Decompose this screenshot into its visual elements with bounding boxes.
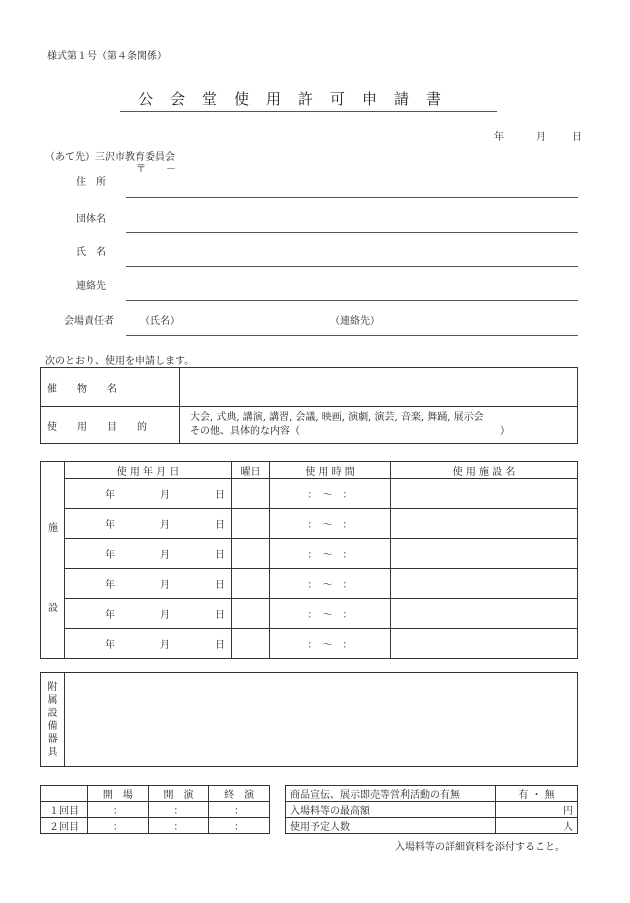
event-table xyxy=(40,367,578,444)
manager-contact-label: （連絡先） xyxy=(330,316,380,327)
contact-label: 連絡先 xyxy=(76,281,106,292)
schedule-row-label: １回目 xyxy=(41,802,88,818)
table-row xyxy=(41,539,578,569)
date-cell[interactable]: 年 月 日 xyxy=(65,569,232,599)
time-cell[interactable]: ： ～ ： xyxy=(270,479,391,509)
equipment-table xyxy=(40,672,578,767)
manager-label: 会場責任者 xyxy=(64,316,114,327)
name-label: 氏 名 xyxy=(76,247,106,258)
attendance-value[interactable]: 人 xyxy=(496,818,578,834)
time-cell[interactable]: ： ～ ： xyxy=(270,509,391,539)
name-field[interactable] xyxy=(126,266,578,267)
table-row xyxy=(286,802,578,818)
address-field[interactable] xyxy=(126,197,578,198)
facility-side-cell xyxy=(41,462,65,659)
postal-mark: 〒 － xyxy=(136,164,176,175)
equipment-label-char: 附 xyxy=(47,681,58,693)
purpose-options: 大会, 式典, 講演, 講習, 会議, 映画, 演劇, 演芸, 音楽, 舞踊, 展示会 xyxy=(190,412,484,423)
equipment-label-char: 具 xyxy=(47,746,58,758)
header-start: 開 演 xyxy=(148,786,209,802)
time-cell[interactable]: ： ～ ： xyxy=(270,629,391,659)
equipment-label-char: 備 xyxy=(47,720,58,732)
table-row xyxy=(41,818,270,834)
max-fee-label: 入場料等の最高額 xyxy=(286,802,496,818)
footnote: 入場料等の詳細資料を添付すること。 xyxy=(395,842,565,853)
date-day-label: 日 xyxy=(572,132,582,143)
table-row xyxy=(41,479,578,509)
purpose-field[interactable] xyxy=(180,407,578,444)
schedule-row-label: ２回目 xyxy=(41,818,88,834)
table-row xyxy=(41,629,578,659)
weekday-cell[interactable] xyxy=(232,599,270,629)
open-time-cell[interactable]: ： xyxy=(88,802,149,818)
date-cell[interactable]: 年 月 日 xyxy=(65,509,232,539)
weekday-cell[interactable] xyxy=(232,539,270,569)
header-facility: 使 用 施 設 名 xyxy=(391,462,578,479)
start-time-cell[interactable]: ： xyxy=(148,818,209,834)
weekday-cell[interactable] xyxy=(232,509,270,539)
open-time-cell[interactable]: ： xyxy=(88,818,149,834)
weekday-cell[interactable] xyxy=(232,629,270,659)
weekday-cell[interactable] xyxy=(232,569,270,599)
schedule-table xyxy=(40,785,270,834)
event-name-label: 催 物 名 xyxy=(41,368,180,407)
time-cell[interactable]: ： ～ ： xyxy=(270,599,391,629)
date-month-label: 月 xyxy=(536,132,546,143)
manager-name-label: （氏名） xyxy=(140,316,180,327)
event-name-field[interactable] xyxy=(180,368,578,407)
equipment-label-char: 設 xyxy=(47,707,58,719)
contact-field[interactable] xyxy=(126,300,578,301)
manager-field[interactable] xyxy=(126,335,578,336)
header-date: 使 用 年 月 日 xyxy=(65,462,232,479)
equipment-field[interactable] xyxy=(65,673,578,767)
table-row xyxy=(41,599,578,629)
equipment-label-char: 属 xyxy=(47,694,58,706)
weekday-cell[interactable] xyxy=(232,479,270,509)
equipment-label-char: 器 xyxy=(47,733,58,745)
start-time-cell[interactable]: ： xyxy=(148,802,209,818)
schedule-corner xyxy=(41,786,88,802)
end-time-cell[interactable]: ： xyxy=(209,802,270,818)
intro-text: 次のとおり、使用を申請します。 xyxy=(45,356,195,367)
table-row xyxy=(41,569,578,599)
addressee: （あて先）三沢市教育委員会 xyxy=(45,152,175,163)
table-row xyxy=(286,818,578,834)
page-title: 公 会 堂 使 用 許 可 申 請 書 xyxy=(138,90,443,108)
facility-name-cell[interactable] xyxy=(391,509,578,539)
facility-name-cell[interactable] xyxy=(391,479,578,509)
facility-side-label-2: 設 xyxy=(48,603,58,614)
facility-name-cell[interactable] xyxy=(391,629,578,659)
table-row xyxy=(286,786,578,802)
title-underline xyxy=(120,111,497,112)
commercial-activity-value[interactable]: 有 ・ 無 xyxy=(496,786,578,802)
header-time: 使 用 時 間 xyxy=(270,462,391,479)
facility-name-cell[interactable] xyxy=(391,569,578,599)
time-cell[interactable]: ： ～ ： xyxy=(270,569,391,599)
info-table xyxy=(285,785,578,834)
group-name-field[interactable] xyxy=(126,232,578,233)
attendance-label: 使用予定人数 xyxy=(286,818,496,834)
end-time-cell[interactable]: ： xyxy=(209,818,270,834)
date-cell[interactable]: 年 月 日 xyxy=(65,479,232,509)
facility-side-label-1: 施 xyxy=(48,523,58,534)
group-name-label: 団体名 xyxy=(76,214,106,225)
facility-name-cell[interactable] xyxy=(391,599,578,629)
header-open: 開 場 xyxy=(88,786,149,802)
table-row xyxy=(41,802,270,818)
date-cell[interactable]: 年 月 日 xyxy=(65,539,232,569)
facility-name-cell[interactable] xyxy=(391,539,578,569)
address-label: 住 所 xyxy=(76,177,106,188)
form-number-label: 様式第１号（第４条関係） xyxy=(47,51,167,62)
purpose-other: その他、具体的な内容（ ） xyxy=(190,426,510,437)
table-row xyxy=(41,509,578,539)
date-year-label: 年 xyxy=(494,132,504,143)
facility-table xyxy=(40,461,578,659)
header-weekday: 曜日 xyxy=(232,462,270,479)
header-end: 終 演 xyxy=(209,786,270,802)
equipment-label-cell xyxy=(41,673,65,767)
commercial-activity-label: 商品宣伝、展示即売等営利活動の有無 xyxy=(286,786,496,802)
purpose-label: 使 用 目 的 xyxy=(41,407,180,444)
max-fee-value[interactable]: 円 xyxy=(496,802,578,818)
time-cell[interactable]: ： ～ ： xyxy=(270,539,391,569)
date-cell[interactable]: 年 月 日 xyxy=(65,629,232,659)
date-cell[interactable]: 年 月 日 xyxy=(65,599,232,629)
